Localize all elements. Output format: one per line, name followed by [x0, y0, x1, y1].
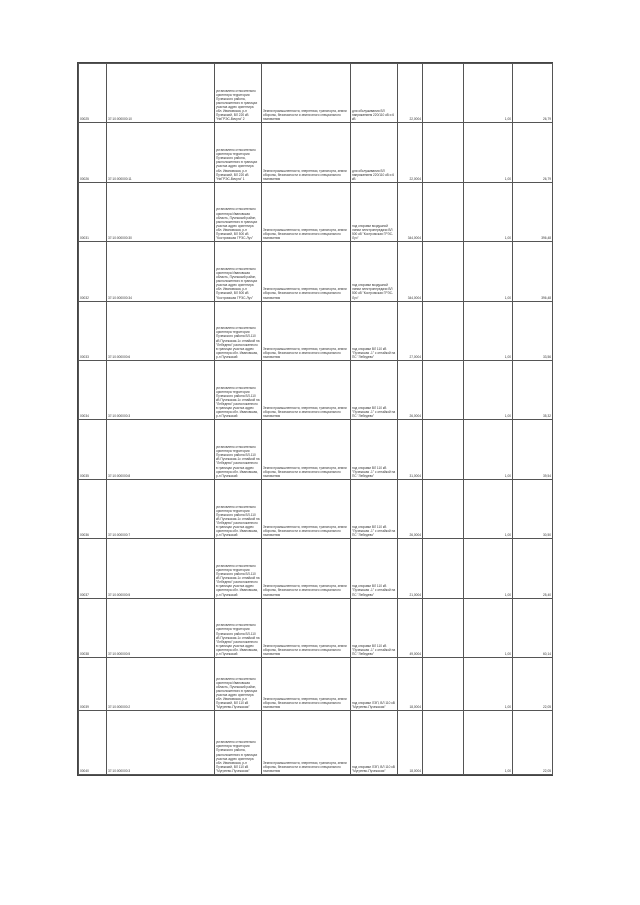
area-cell: 18,0004 [398, 658, 423, 711]
row-number-cell: 00032 [79, 242, 107, 301]
empty-cell [423, 539, 464, 598]
permitted-use-cell: под опорами ВЛ 110 кВ "Пучежская -1" с отпайкой на ПС "Лебедево" [351, 420, 398, 479]
amount-cell: 25,40 [513, 539, 553, 598]
permitted-use-cell: для обслуживания ВЛ напряжением 220/110 кВ и 6 кВ [351, 123, 398, 182]
table-row [79, 711, 553, 775]
permitted-use-cell: для обслуживания ВЛ напряжением 220/110 кВ и 6 кВ [351, 64, 398, 123]
cadastral-number-cell: 37:10:000000:34 [107, 242, 215, 301]
rate-cell: 1,00 [464, 301, 513, 360]
empty-cell [423, 420, 464, 479]
rate-cell: 1,00 [464, 658, 513, 711]
rate-cell: 1,00 [464, 361, 513, 420]
table-row [79, 64, 553, 123]
empty-cell [423, 598, 464, 657]
location-description-cell: установлено относительно ориентира территории Пучежского района ВЛ-110 кВ Пучежская-1с отпайкой на "Лебедево" расположенного в границах участка адрес ориентира обл. Ивановская, р-н Пучежский [215, 539, 262, 598]
cadastral-number-cell: 37:10:000000:8 [107, 420, 215, 479]
location-description-cell: установлено относительно ориентира территории Пучежского района ВЛ-110 кВ Пучежская-1с отпайкой на "Лебедево" расположенного в границах участка адрес ориентира обл. Ивановская, р-н Пучежский [215, 420, 262, 479]
rate-cell: 1,00 [464, 479, 513, 538]
table-row [79, 479, 553, 538]
row-number-cell: 00034 [79, 361, 107, 420]
location-description-cell: установлено относительно ориентира территории Пучежского района ВЛ-110 кВ Пучежская-1с отпайкой на "Лебедево" расположенного в границах участка адрес ориентира обл. Ивановская, р-н Пучежский [215, 479, 262, 538]
empty-cell [423, 361, 464, 420]
land-category-cell: Земли промышленности, энергетики, транспорта, земли обороны, безопасности и земли иного специального назначения [262, 361, 351, 420]
row-number-cell: 00026 [79, 123, 107, 182]
permitted-use-cell: под опорами воздушной линии электропередачи ВЛ 500 кВ "Костромская ГРЭС-Луч" [351, 182, 398, 241]
amount-cell: 60,14 [513, 598, 553, 657]
area-cell: 344,0004 [398, 182, 423, 241]
location-description-cell: установлено относительно ориентира территории Пучежского района, расположенного в границах участка адрес ориентира обл. Ивановская, р-н Пучежский, ВЛ 220 кВ "НиГРЭС-Вичуга" 1 [215, 123, 262, 182]
amount-cell: 39,54 [513, 420, 553, 479]
cadastral-number-cell: 37:10:000000:30 [107, 182, 215, 241]
land-category-cell: Земли промышленности, энергетики, транспорта, земли обороны, безопасности и земли иного специального назначения [262, 479, 351, 538]
table-row [79, 539, 553, 598]
land-plot-table [78, 63, 553, 775]
location-description-cell: установлено относительно ориентира Ивановская область, Пучежский район, расположенного в границах участка адрес ориентира обл. Ивановская, р-н Пучежский, ВЛ 500 кВ "Костромская ГРЭС-Луч" [215, 242, 262, 301]
permitted-use-cell: под опорами ВЛ 110 кВ "Пучежская -1" с отпайкой на ПС "Лебедево" [351, 598, 398, 657]
location-description-cell: установлено относительно ориентира территории Пучежского района, расположенного в границах участка адрес ориентира обл. Ивановская, р-н Пучежский, ВЛ 220 кВ "НиГРЭС-Вичуга" 2 [215, 64, 262, 123]
cadastral-number-cell: 37:10:000000:11 [107, 123, 215, 182]
area-cell: 27,0004 [398, 301, 423, 360]
land-category-cell: Земли промышленности, энергетики, транспорта, земли обороны, безопасности и земли иного специального назначения [262, 711, 351, 775]
amount-cell: 22,05 [513, 711, 553, 775]
amount-cell: 35,32 [513, 361, 553, 420]
land-category-cell: Земли промышленности, энергетики, транспорта, земли обороны, безопасности и земли иного специального назначения [262, 658, 351, 711]
area-cell: 21,0004 [398, 539, 423, 598]
land-category-cell: Земли промышленности, энергетики, транспорта, земли обороны, безопасности и земли иного специального назначения [262, 539, 351, 598]
document-page [77, 62, 553, 776]
permitted-use-cell: под опорами ВЛ 110 кВ "Пучежская -1" с отпайкой на ПС "Лебедево" [351, 301, 398, 360]
table-row [79, 182, 553, 241]
permitted-use-cell: под опорами ЛЭП, ВЛ 110 кВ "Мугреево-Пучежская" [351, 711, 398, 775]
cadastral-number-cell: 37:10:000000:3 [107, 711, 215, 775]
row-number-cell: 00036 [79, 479, 107, 538]
area-cell: 49,0004 [398, 598, 423, 657]
permitted-use-cell: под опорами ВЛ 110 кВ "Пучежская -1" с отпайкой на ПС "Лебедево" [351, 479, 398, 538]
amount-cell: 22,05 [513, 658, 553, 711]
empty-cell [423, 301, 464, 360]
land-category-cell: Земли промышленности, энергетики, транспорта, земли обороны, безопасности и земли иного специального назначения [262, 123, 351, 182]
cadastral-number-cell: 37:10:000000:3 [107, 361, 215, 420]
amount-cell: 26,79 [513, 123, 553, 182]
cadastral-number-cell: 37:10:000000:5 [107, 539, 215, 598]
row-number-cell: 00039 [79, 658, 107, 711]
area-cell: 18,0004 [398, 711, 423, 775]
row-number-cell: 00040 [79, 711, 107, 775]
empty-cell [423, 64, 464, 123]
cadastral-number-cell: 37:10:000000:7 [107, 479, 215, 538]
table-row [79, 242, 553, 301]
empty-cell [423, 711, 464, 775]
cadastral-number-cell: 37:10:000000:5 [107, 598, 215, 657]
rate-cell: 1,00 [464, 182, 513, 241]
rate-cell: 1,00 [464, 598, 513, 657]
empty-cell [423, 242, 464, 301]
row-number-cell: 00038 [79, 598, 107, 657]
table-row [79, 420, 553, 479]
cadastral-number-cell: 37:10:000000:10 [107, 64, 215, 123]
rate-cell: 1,00 [464, 123, 513, 182]
rate-cell: 1,00 [464, 711, 513, 775]
land-category-cell: Земли промышленности, энергетики, транспорта, земли обороны, безопасности и земли иного специального назначения [262, 420, 351, 479]
rate-cell: 1,00 [464, 539, 513, 598]
amount-cell: 33,56 [513, 301, 553, 360]
area-cell: 31,0004 [398, 420, 423, 479]
land-category-cell: Земли промышленности, энергетики, транспорта, земли обороны, безопасности и земли иного специального назначения [262, 182, 351, 241]
table-row [79, 123, 553, 182]
location-description-cell: установлено относительно ориентира Ивановская область, Пучежский район, расположенного в границах участка адрес ориентира обл. Ивановская, р-н Пучежский, ВЛ 500 кВ "Костромская ГРЭС-Луч" [215, 182, 262, 241]
table-body [79, 64, 553, 775]
area-cell: 22,0004 [398, 123, 423, 182]
empty-cell [423, 123, 464, 182]
land-category-cell: Земли промышленности, энергетики, транспорта, земли обороны, безопасности и земли иного специального назначения [262, 242, 351, 301]
rate-cell: 1,00 [464, 420, 513, 479]
location-description-cell: установлено относительно ориентира территории Пучежского района ВЛ-110 кВ Пучежская-1с отпайкой на "Лебедево" расположенного в границах участка адрес ориентира обл. Ивановская, р-н Пучежский [215, 598, 262, 657]
land-category-cell: Земли промышленности, энергетики, транспорта, земли обороны, безопасности и земли иного специального назначения [262, 64, 351, 123]
location-description-cell: установлено относительно ориентира территории Пучежского района ВЛ-110 кВ Пучежская-1с отпайкой на "Лебедево" расположенного в границах участка адрес ориентира обл. Ивановская, р-н Пучежский [215, 361, 262, 420]
table-row [79, 658, 553, 711]
area-cell: 26,0004 [398, 361, 423, 420]
land-category-cell: Земли промышленности, энергетики, транспорта, земли обороны, безопасности и земли иного специального назначения [262, 598, 351, 657]
location-description-cell: установлено относительно ориентира территории Пучежского района, расположенного в границах участка адрес ориентира обл. Ивановская, р-н Пучежский, ВЛ 110 кВ "Мугреево-Пучежская" [215, 711, 262, 775]
row-number-cell: 00025 [79, 64, 107, 123]
amount-cell: 30,50 [513, 479, 553, 538]
empty-cell [423, 182, 464, 241]
cadastral-number-cell: 37:10:000000:6 [107, 301, 215, 360]
rate-cell: 1,00 [464, 64, 513, 123]
land-category-cell: Земли промышленности, энергетики, транспорта, земли обороны, безопасности и земли иного специального назначения [262, 301, 351, 360]
table-row [79, 598, 553, 657]
row-number-cell: 00031 [79, 182, 107, 241]
table-row [79, 361, 553, 420]
empty-cell [423, 479, 464, 538]
location-description-cell: установлено относительно ориентира Ивановская область, Пучежский район, расположенного в границах участка адрес ориентира обл. Ивановская, р-н Пучежский, ВЛ 110 кВ "Мугреево-Пучежская" [215, 658, 262, 711]
row-number-cell: 00033 [79, 301, 107, 360]
table-row [79, 301, 553, 360]
row-number-cell: 00035 [79, 420, 107, 479]
permitted-use-cell: под опорами ВЛ 110 кВ "Пучежская -1" с отпайкой на ПС "Лебедево" [351, 539, 398, 598]
cadastral-number-cell: 37:10:000000:2 [107, 658, 215, 711]
amount-cell: 396,48 [513, 242, 553, 301]
amount-cell: 26,79 [513, 64, 553, 123]
row-number-cell: 00037 [79, 539, 107, 598]
area-cell: 26,0004 [398, 479, 423, 538]
permitted-use-cell: под опорами ВЛ 110 кВ "Пучежская -1" с отпайкой на ПС "Лебедево" [351, 361, 398, 420]
area-cell: 22,0004 [398, 64, 423, 123]
amount-cell: 396,48 [513, 182, 553, 241]
empty-cell [423, 658, 464, 711]
location-description-cell: установлено относительно ориентира территории Пучежского района ВЛ-110 кВ Пучежская-1с отпайкой на "Лебедево" расположенного в границах участка адрес ориентира обл. Ивановская, р-н Пучежский [215, 301, 262, 360]
area-cell: 344,0004 [398, 242, 423, 301]
rate-cell: 1,00 [464, 242, 513, 301]
permitted-use-cell: под опорами ЛЭП, ВЛ 110 кВ "Мугреево-Пучежская" [351, 658, 398, 711]
permitted-use-cell: под опорами воздушной линии электропередачи ВЛ 500 кВ "Костромская ГРЭС-Луч" [351, 242, 398, 301]
